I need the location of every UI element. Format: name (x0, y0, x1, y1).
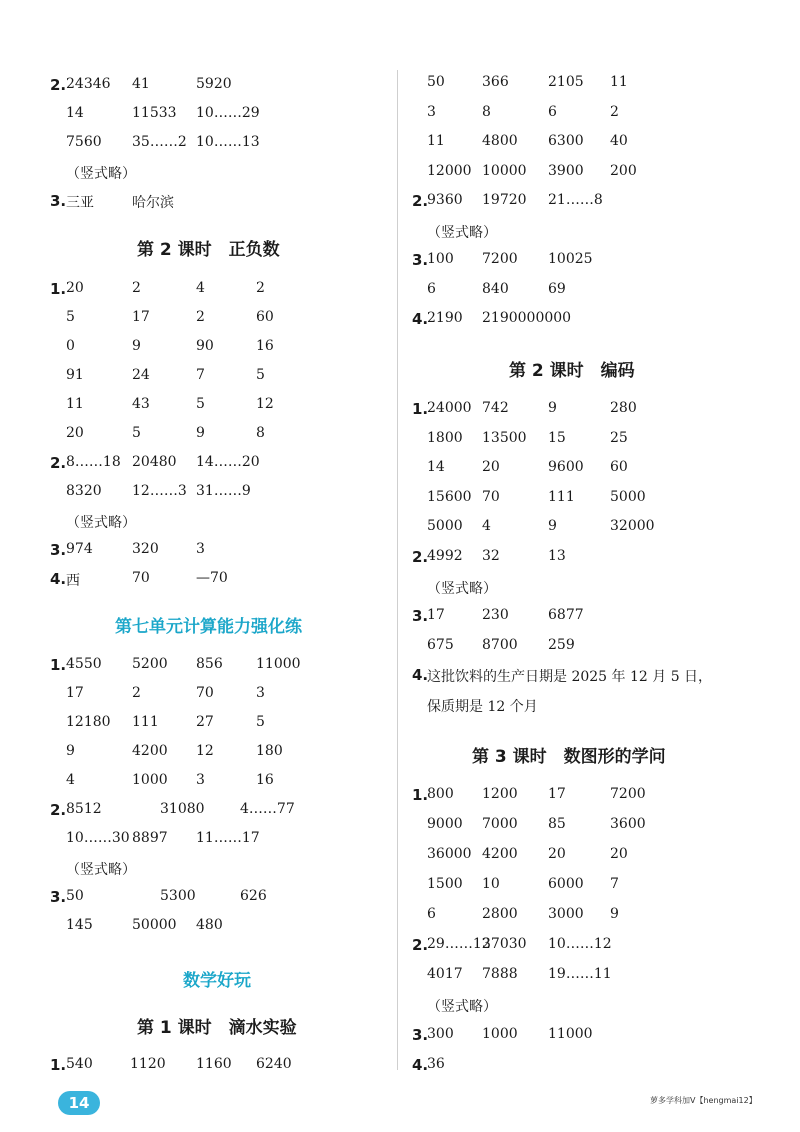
answer-cell: 12……3 (132, 483, 187, 499)
question-number: 1. (412, 786, 429, 804)
answer-cell: 西 (66, 573, 80, 589)
question-number: 3. (412, 607, 429, 626)
answer-cell: 17 (132, 309, 150, 325)
answer-cell: 5920 (196, 76, 232, 92)
answer-cell: 1800 (427, 429, 463, 446)
note-text: （竖式略） (427, 224, 497, 241)
answer-cell: 70 (196, 685, 214, 701)
note-text: （竖式略） (427, 999, 497, 1015)
answer-cell: 6 (548, 103, 557, 120)
answer-cell: 2 (132, 685, 141, 701)
answer-cell: 300 (427, 1026, 454, 1042)
answer-cell: 5 (256, 714, 265, 730)
section-title-drip: 第 1 课时 滴水实验 (137, 1018, 297, 1038)
answer-cell: 7200 (610, 786, 646, 802)
answer-cell: 742 (482, 400, 509, 416)
answer-cell: 15600 (427, 488, 472, 505)
answer-cell: 856 (196, 656, 223, 672)
answer-cell: 14 (66, 105, 84, 121)
question-number: 1. (50, 280, 67, 298)
answer-cell: 0 (66, 338, 75, 354)
answer-cell: 15 (548, 429, 566, 446)
question-number: 3. (50, 541, 67, 559)
answer-cell: 11 (610, 74, 628, 90)
answer-cell: 这批饮料的生产日期是 2025 年 12 月 5 日， (427, 669, 713, 686)
question-number: 4. (50, 570, 67, 588)
answer-cell: 12000 (427, 162, 472, 179)
answer-cell: 3 (256, 685, 265, 701)
answer-cell: 24 (132, 367, 150, 383)
answer-cell: 27 (196, 714, 214, 730)
answer-cell: 3600 (610, 816, 646, 832)
answer-cell: 1000 (482, 1026, 518, 1042)
answer-cell: 9360 (427, 192, 463, 208)
answer-cell: 11 (66, 396, 84, 412)
answer-cell: 24346 (66, 76, 111, 92)
answer-cell: 7200 (482, 251, 518, 267)
answer-cell: 36000 (427, 846, 472, 862)
answer-cell: 2190000000 (482, 310, 572, 326)
answer-cell: 20 (610, 846, 628, 862)
answer-cell: 8 (482, 103, 491, 120)
answer-cell: 8512 (66, 801, 102, 817)
answer-cell: 10……13 (196, 134, 260, 150)
answer-cell: 5000 (427, 518, 463, 535)
answer-cell: 4017 (427, 966, 463, 982)
answer-cell: 三亚 (66, 195, 94, 211)
answer-cell: 280 (610, 400, 637, 416)
answer-cell: 974 (66, 541, 93, 557)
answer-cell: 10025 (548, 251, 593, 267)
answer-cell: 12180 (66, 714, 111, 730)
answer-cell: 20480 (132, 454, 177, 470)
answer-cell: 9 (610, 906, 619, 922)
answer-cell: 11000 (256, 656, 301, 672)
answer-cell: 9 (196, 425, 205, 441)
question-number: 2. (412, 192, 429, 210)
answer-cell: 366 (482, 74, 509, 90)
answer-cell: 保质期是 12 个月 (427, 699, 538, 715)
answer-cell: 17 (66, 685, 84, 701)
section-title-positive-negative: 第 2 课时 正负数 (137, 240, 280, 260)
answer-cell: 20 (482, 459, 500, 476)
answer-cell: 320 (132, 541, 159, 557)
answer-cell: 2 (196, 309, 205, 325)
answer-cell: 4 (66, 772, 75, 788)
answer-cell: 5 (256, 367, 265, 383)
answer-cell: 9000 (427, 816, 463, 832)
answer-cell: 14……20 (196, 454, 260, 470)
answer-cell: 50000 (132, 917, 177, 933)
question-number: 4. (412, 310, 429, 328)
section-title-practice: 第七单元计算能力强化练 (115, 617, 302, 637)
answer-cell: 16 (256, 772, 274, 788)
answer-cell: 5 (132, 425, 141, 441)
answer-cell: 259 (548, 636, 575, 653)
answer-cell: 200 (610, 162, 637, 179)
column-divider (397, 70, 398, 1070)
answer-cell: 19720 (482, 192, 527, 208)
answer-cell: 14 (427, 459, 445, 476)
answer-cell: 2 (610, 103, 619, 120)
answer-cell: 230 (482, 607, 509, 624)
answer-cell: 3 (196, 541, 205, 557)
answer-cell: 35……2 (132, 134, 187, 150)
answer-cell: 4 (196, 280, 205, 296)
question-number: 3. (412, 251, 429, 269)
answer-cell: 36 (427, 1056, 445, 1072)
answer-cell: 11……17 (196, 830, 260, 846)
answer-cell: 32 (482, 548, 500, 564)
answer-cell: 145 (66, 917, 93, 933)
question-number: 1. (50, 1056, 67, 1074)
answer-cell: 20 (66, 280, 84, 296)
answer-cell: 9600 (548, 459, 584, 476)
answer-cell: 21……8 (548, 192, 603, 208)
section-title-coding: 第 2 课时 编码 (509, 361, 635, 381)
note-text: （竖式略） (66, 515, 136, 531)
answer-cell: 6240 (256, 1056, 292, 1072)
answer-cell: 2 (256, 280, 265, 296)
answer-cell: 11000 (548, 1026, 593, 1042)
answer-cell: 5200 (132, 656, 168, 672)
answer-cell: 10……29 (196, 105, 260, 121)
answer-cell: 37030 (482, 936, 527, 952)
question-number: 4. (412, 666, 429, 685)
answer-cell: 50 (66, 888, 84, 904)
answer-cell: 2 (132, 280, 141, 296)
question-number: 3. (50, 192, 67, 210)
answer-cell: 20 (548, 846, 566, 862)
section-title-math-fun: 数学好玩 (183, 971, 251, 991)
answer-cell: 8 (256, 425, 265, 441)
note-text: （竖式略） (427, 580, 497, 597)
answer-cell: 70 (132, 570, 150, 586)
answer-cell: 12 (196, 743, 214, 759)
answer-cell: 11 (427, 133, 445, 149)
answer-cell: 4550 (66, 656, 102, 672)
answer-cell: 60 (256, 309, 274, 325)
answer-cell: 7000 (482, 816, 518, 832)
answer-cell: 1500 (427, 876, 463, 892)
answer-cell: 2190 (427, 310, 463, 326)
answer-cell: 8……18 (66, 454, 121, 470)
answer-cell: 2800 (482, 906, 518, 922)
answer-cell: 3 (427, 103, 436, 120)
question-number: 2. (50, 801, 67, 819)
question-number: 2. (50, 454, 67, 472)
answer-cell: 3900 (548, 162, 584, 179)
answer-cell: 13 (548, 548, 566, 564)
answer-cell: 91 (66, 367, 84, 383)
note-text: （竖式略） (66, 166, 136, 182)
answer-cell: 4800 (482, 133, 518, 149)
answer-cell: 31080 (160, 801, 205, 817)
answer-cell: 3000 (548, 906, 584, 922)
answer-cell: 70 (482, 488, 500, 505)
question-number: 3. (50, 888, 67, 906)
answer-cell: 6877 (548, 607, 584, 624)
answer-cell: 6000 (548, 876, 584, 892)
answer-cell: 90 (196, 338, 214, 354)
question-number: 1. (412, 400, 429, 418)
answer-cell: 8320 (66, 483, 102, 499)
answer-cell: 111 (548, 488, 575, 505)
question-number: 2. (412, 936, 429, 954)
answer-cell: 4200 (132, 743, 168, 759)
question-number: 4. (412, 1056, 429, 1074)
answer-cell: 9 (548, 518, 557, 535)
section-title-shapes: 第 3 课时 数图形的学问 (472, 747, 666, 767)
answer-cell: 100 (427, 251, 454, 267)
answer-cell: 3 (196, 772, 205, 788)
answer-cell: 16 (256, 338, 274, 354)
answer-cell: 6 (427, 280, 436, 297)
answer-cell: 180 (256, 743, 283, 759)
answer-cell: 4 (482, 518, 491, 535)
answer-cell: 7888 (482, 966, 518, 982)
answer-cell: 840 (482, 280, 509, 297)
answer-cell: 800 (427, 786, 454, 802)
answer-cell: 1120 (130, 1056, 166, 1072)
answer-cell: 6 (427, 906, 436, 922)
answer-cell: 5 (196, 396, 205, 412)
answer-cell: 4200 (482, 846, 518, 862)
answer-cell: 12 (256, 396, 274, 412)
answer-cell: 17 (548, 786, 566, 802)
answer-cell: 540 (66, 1056, 93, 1072)
answer-cell: 24000 (427, 400, 472, 416)
answer-cell: 9 (132, 338, 141, 354)
question-number: 1. (50, 656, 67, 674)
answer-cell: 31……9 (196, 483, 251, 499)
answer-cell: 10 (482, 876, 500, 892)
answer-cell: 17 (427, 607, 445, 624)
answer-cell: 10……30 (66, 830, 130, 846)
answer-cell: 69 (548, 280, 566, 297)
question-number: 3. (412, 1026, 429, 1044)
answer-cell: 20 (66, 425, 84, 441)
answer-cell: 11533 (132, 105, 177, 121)
answer-cell: 2105 (548, 74, 584, 90)
answer-cell: 4992 (427, 548, 463, 564)
answer-cell: 10000 (482, 162, 527, 179)
answer-cell: 8700 (482, 636, 518, 653)
watermark-text: 萝多学科加V【hengmai12】 (650, 1096, 757, 1105)
answer-cell: 6300 (548, 133, 584, 149)
answer-cell: 13500 (482, 429, 527, 446)
answer-cell: 10……12 (548, 936, 612, 952)
answer-cell: —70 (196, 570, 228, 586)
answer-cell: 675 (427, 636, 454, 653)
answer-cell: 4……77 (240, 801, 295, 817)
answer-cell: 9 (548, 400, 557, 416)
answer-cell: 7 (196, 367, 205, 383)
answer-cell: 50 (427, 74, 445, 90)
answer-cell: 41 (132, 76, 150, 92)
answer-cell: 25 (610, 429, 628, 446)
answer-cell: 111 (132, 714, 159, 730)
answer-cell: 32000 (610, 518, 655, 535)
answer-cell: 29……12 (427, 936, 491, 952)
answer-cell: 5000 (610, 488, 646, 505)
answer-cell: 85 (548, 816, 566, 832)
answer-cell: 19……11 (548, 966, 612, 982)
answer-cell: 1000 (132, 772, 168, 788)
question-number: 2. (50, 76, 67, 94)
answer-cell: 8897 (132, 830, 168, 846)
answer-cell: 1160 (196, 1056, 232, 1072)
answer-cell: 60 (610, 459, 628, 476)
answer-cell: 626 (240, 888, 267, 904)
answer-cell: 5 (66, 309, 75, 325)
answer-cell: 7560 (66, 134, 102, 150)
answer-cell: 43 (132, 396, 150, 412)
answer-cell: 1200 (482, 786, 518, 802)
question-number: 2. (412, 548, 429, 566)
page-number-badge: 14 (58, 1091, 100, 1115)
answer-cell: 5300 (160, 888, 196, 904)
note-text: （竖式略） (66, 862, 136, 878)
answer-cell: 7 (610, 876, 619, 892)
answer-cell: 哈尔滨 (132, 195, 174, 211)
answer-cell: 40 (610, 133, 628, 149)
answer-cell: 480 (196, 917, 223, 933)
answer-cell: 9 (66, 743, 75, 759)
